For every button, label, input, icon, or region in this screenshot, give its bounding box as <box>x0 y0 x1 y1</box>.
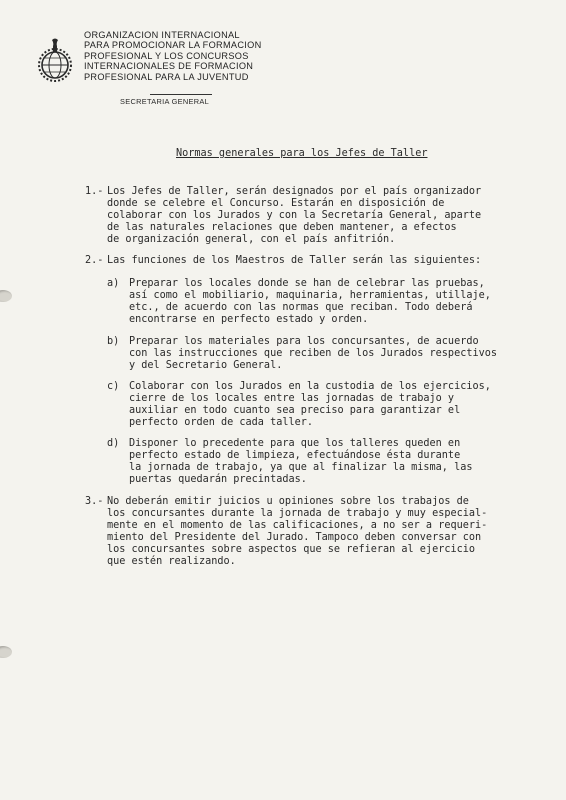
org-line: ORGANIZACION INTERNACIONAL <box>84 30 240 40</box>
paragraph-line: que estén realizando. <box>107 556 236 567</box>
paragraph-line: etc., de acuerdo con las normas que reciban. Todo deberá <box>129 302 473 313</box>
secretaria-general-label: SECRETARIA GENERAL <box>120 97 210 106</box>
paragraph-line: perfecto orden de cada taller. <box>129 417 314 428</box>
paragraph-line: con las instrucciones que reciben de los Jurados respectivos <box>129 348 498 359</box>
paragraph-line: Preparar los materiales para los concursantes, de acuerdo <box>129 336 479 347</box>
punch-hole <box>0 646 12 658</box>
paragraph-line: auxiliar en todo cuanto sea preciso para garantizar el <box>129 405 461 416</box>
page-title: Normas generales para los Jefes de Taller <box>176 148 428 159</box>
org-line: PARA PROMOCIONAR LA FORMACION <box>84 40 262 51</box>
paragraph-line: Preparar los locales donde se han de celebrar las pruebas, <box>129 278 485 289</box>
paragraph-line: los concursantes sobre aspectos que se refieran al ejercicio <box>107 544 476 555</box>
subitem-marker: b) <box>107 336 120 347</box>
subitem-marker: d) <box>107 438 120 449</box>
paragraph-line: puertas quedarán precintadas. <box>129 474 307 485</box>
subitem-marker: a) <box>107 278 120 289</box>
org-line: INTERNACIONALES DE FORMACION <box>84 61 254 72</box>
paragraph-line: perfecto estado de limpieza, efectuándose ésta durante <box>129 450 461 461</box>
paragraph-line: así como el mobiliario, maquinaria, herramientas, utillaje, <box>129 290 491 301</box>
item-marker: 3.- <box>85 496 104 507</box>
punch-hole <box>0 290 12 302</box>
paragraph-line: miento del Presidente del Jurado. Tampoco deben conversar con <box>107 532 482 543</box>
subitem-marker: c) <box>107 381 120 392</box>
item-marker: 1.- <box>85 186 104 197</box>
paragraph-line: de las naturales relaciones que deben mantener, a efectos <box>107 222 457 233</box>
org-line: PROFESIONAL PARA LA JUVENTUD <box>84 71 249 82</box>
organization-name <box>84 30 384 82</box>
paragraph-line: Colaborar con los Jurados en la custodia de los ejercicios, <box>129 381 491 392</box>
globe-emblem-icon <box>38 38 72 82</box>
item-marker: 2.- <box>85 255 104 266</box>
org-line: PROFESIONAL Y LOS CONCURSOS <box>84 50 249 61</box>
paragraph-line: cierre de los locales entre las jornadas de trabajo y <box>129 393 455 404</box>
paragraph-line: Las funciones de los Maestros de Taller serán las siguientes: <box>107 255 482 266</box>
paragraph-line: y del Secretario General. <box>129 360 283 371</box>
paragraph-line: de organización general, con el país anfitrión. <box>107 234 396 245</box>
paragraph-line: Disponer lo precedente para que los talleres queden en <box>129 438 461 449</box>
paragraph-line: mente en el momento de las calificaciones, a no ser a requeri- <box>107 520 488 531</box>
paragraph-line: colaborar con los Jurados y con la Secretaría General, aparte <box>107 210 482 221</box>
paragraph-line: los concursantes durante la jornada de trabajo y muy especial- <box>107 508 488 519</box>
paragraph-line: la jornada de trabajo, ya que al finalizar la misma, las <box>129 462 473 473</box>
paragraph-line: donde se celebre el Concurso. Estarán en disposición de <box>107 198 445 209</box>
paragraph-line: No deberán emitir juicios u opiniones sobre los trabajos de <box>107 496 469 507</box>
header-divider <box>150 94 212 95</box>
paragraph-line: Los Jefes de Taller, serán designados por el país organizador <box>107 186 482 197</box>
paragraph-line: encontrarse en perfecto estado y orden. <box>129 314 369 325</box>
